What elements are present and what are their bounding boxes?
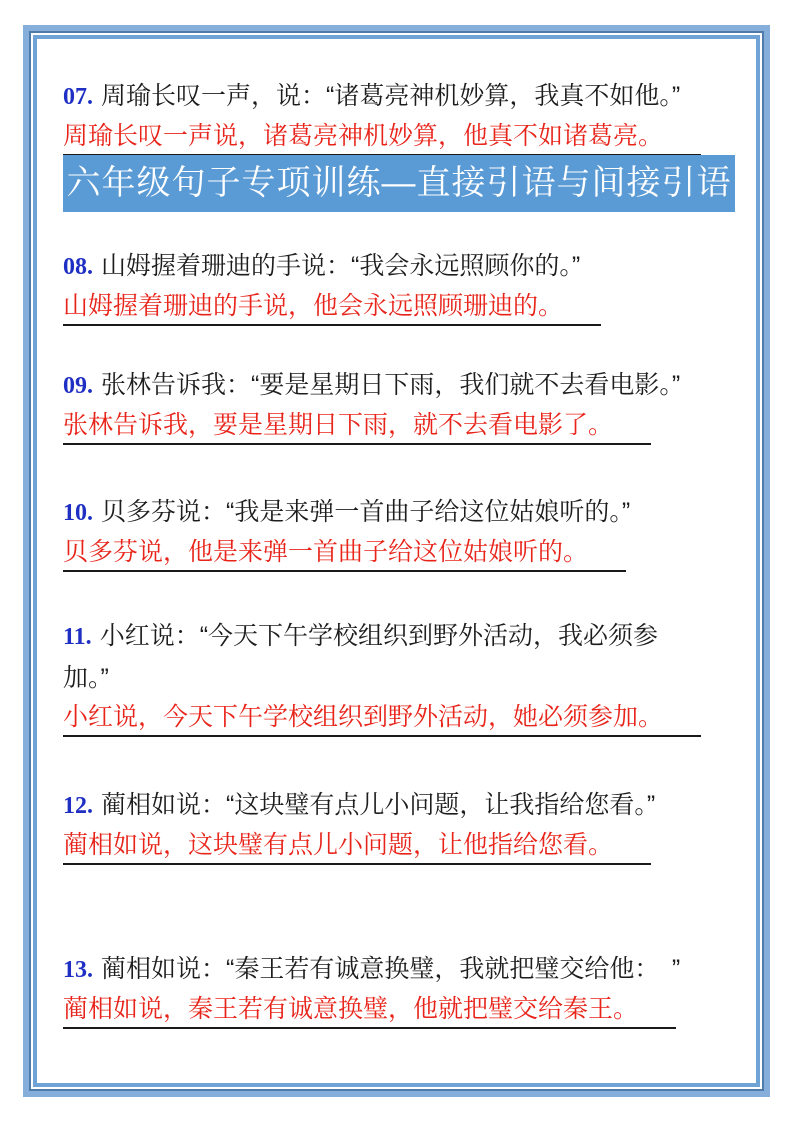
exercise-item-08 [63, 246, 748, 330]
indirect-answer-text: 小红说，今天下午学校组织到野外活动，她必须参加。 [63, 699, 701, 737]
indirect-answer-line [63, 407, 748, 449]
direct-speech-line [63, 616, 748, 658]
direct-speech-line [63, 492, 748, 534]
direct-speech-text: 贝多芬说：“我是来弹一首曲子给这位姑娘听的。” [101, 498, 631, 526]
indirect-answer-line [63, 699, 748, 741]
exercise-item-07 [63, 76, 748, 160]
exercise-item-10 [63, 492, 748, 576]
item-number: 10. [63, 500, 93, 526]
direct-speech-line [63, 365, 748, 407]
item-number: 12. [63, 793, 93, 819]
indirect-answer-text: 山姆握着珊迪的手说，他会永远照顾珊迪的。 [63, 288, 601, 326]
indirect-answer-text: 贝多芬说，他是来弹一首曲子给这位姑娘听的。 [63, 534, 626, 572]
exercise-item-13 [63, 949, 748, 1033]
title-banner: 六年级句子专项训练—直接引语与间接引语 [63, 155, 735, 212]
direct-speech-line [63, 949, 748, 991]
direct-speech-line [63, 246, 748, 288]
indirect-answer-text: 蔺相如说，这块璧有点儿小问题，让他指给您看。 [63, 827, 651, 865]
exercise-item-12 [63, 785, 748, 869]
indirect-answer-line [63, 288, 748, 330]
item-number: 11. [63, 624, 92, 650]
item-number: 08. [63, 254, 93, 280]
exercise-item-11 [63, 616, 748, 741]
direct-speech-line [63, 76, 748, 118]
direct-speech-text: 蔺相如说：“秦王若有诚意换璧，我就把璧交给他： ” [101, 955, 681, 983]
direct-speech-line-continued [63, 658, 748, 699]
indirect-answer-line [63, 118, 748, 160]
item-number: 07. [63, 84, 93, 110]
direct-speech-text: 加。” [63, 664, 109, 692]
indirect-answer-line [63, 991, 748, 1033]
direct-speech-text: 山姆握着珊迪的手说：“我会永远照顾你的。” [101, 252, 581, 280]
direct-speech-text: 周瑜长叹一声，说：“诸葛亮神机妙算，我真不如他。” [101, 82, 681, 110]
indirect-answer-line [63, 534, 748, 576]
direct-speech-text: 张林告诉我：“要是星期日下雨，我们就不去看电影。” [101, 371, 681, 399]
indirect-answer-text: 张林告诉我，要是星期日下雨，就不去看电影了。 [63, 407, 651, 445]
indirect-answer-text: 蔺相如说，秦王若有诚意换璧，他就把璧交给秦王。 [63, 991, 676, 1029]
item-number: 09. [63, 373, 93, 399]
indirect-answer-text: 周瑜长叹一声说，诸葛亮神机妙算，他真不如诸葛亮。 [63, 118, 701, 156]
direct-speech-text: 小红说：“今天下午学校组织到野外活动，我必须参 [99, 622, 659, 650]
indirect-answer-line [63, 827, 748, 869]
direct-speech-line [63, 785, 748, 827]
item-number: 13. [63, 957, 93, 983]
direct-speech-text: 蔺相如说：“这块璧有点儿小问题，让我指给您看。” [101, 791, 656, 819]
exercise-item-09 [63, 365, 748, 449]
